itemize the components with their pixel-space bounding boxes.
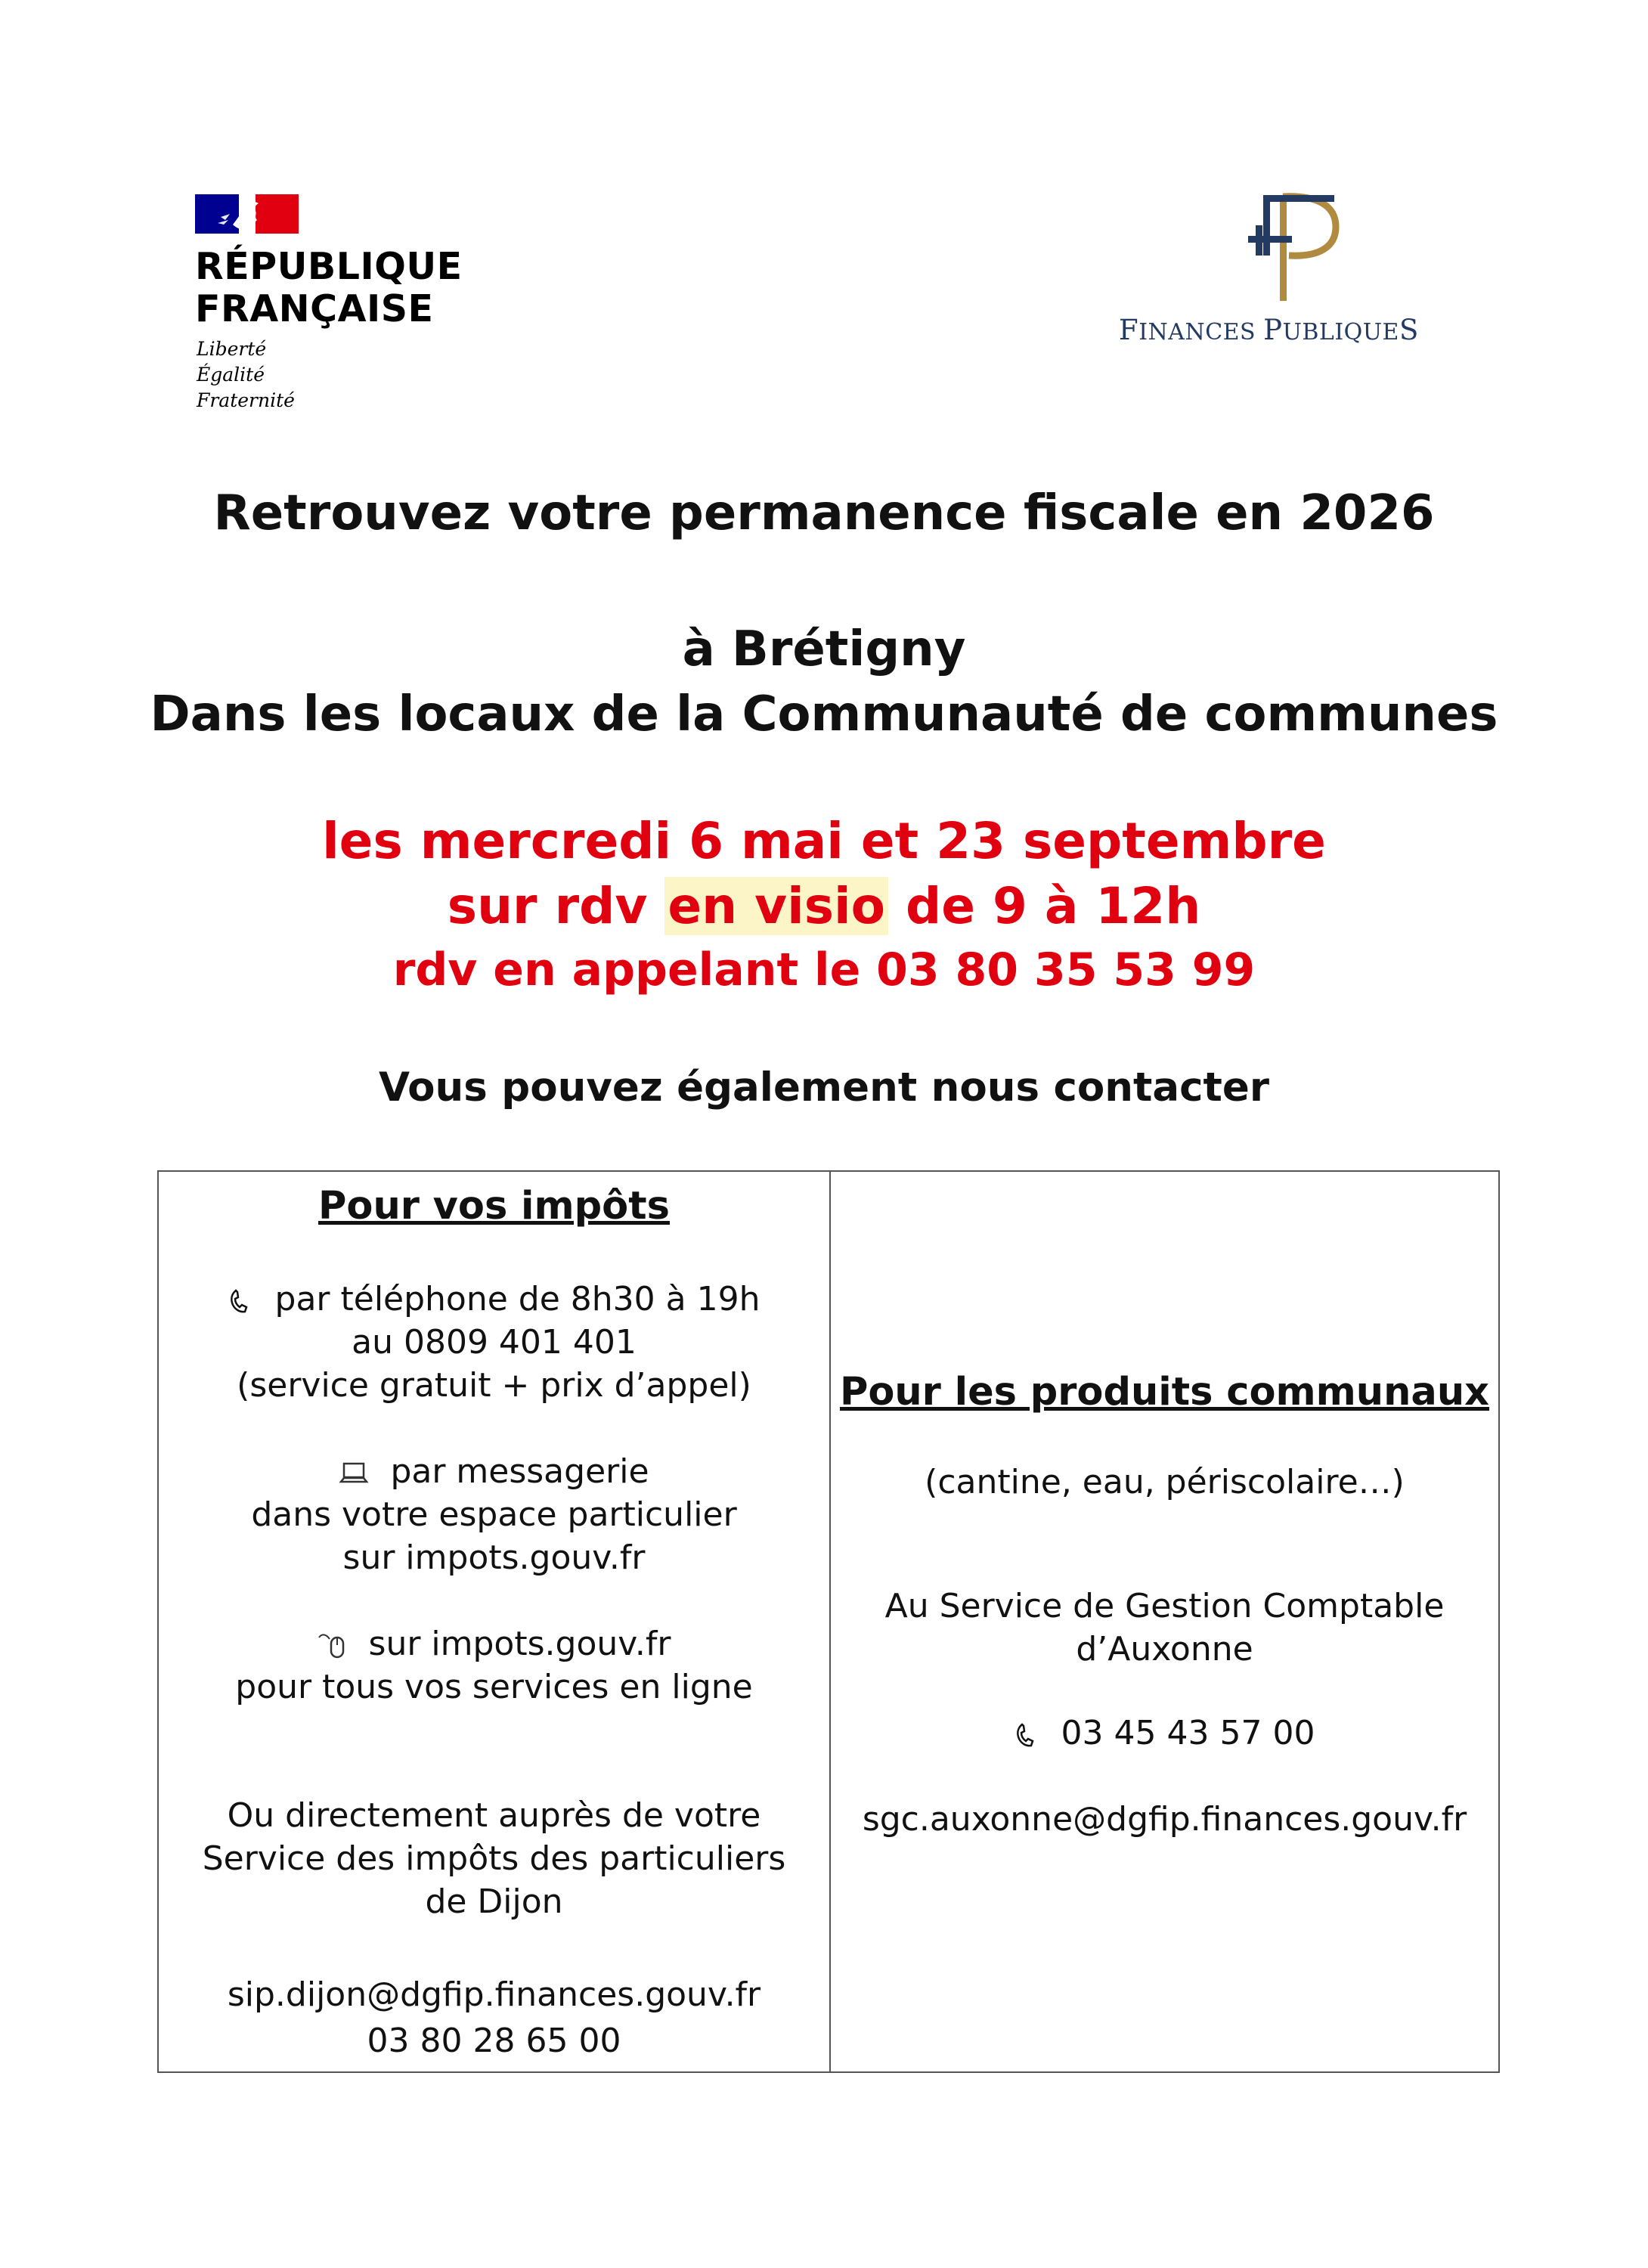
rdv-suffix: de 9 à 12h: [888, 877, 1201, 935]
appointment-phone-line: rdv en appelant le 03 80 35 53 99: [392, 943, 1256, 996]
messaging-site-text: sur impots.gouv.fr: [342, 1538, 646, 1577]
service-name-line-1: Au Service de Gestion Comptable: [884, 1587, 1445, 1625]
premises-line: Dans les locaux de la Communauté de communes: [150, 686, 1498, 742]
service-name-line-2: d’Auxonne: [1076, 1630, 1253, 1668]
rf-motto-egalite: Égalité: [197, 364, 265, 386]
republique-francaise-logo: [195, 194, 467, 414]
phone-icon: [1015, 1722, 1040, 1748]
finances-publiques-wordmark: [1119, 314, 1497, 346]
online-services-text: pour tous vos services en ligne: [235, 1668, 753, 1706]
municipal-products-cell: [831, 1172, 1498, 2071]
contact-intro: Vous pouvez également nous contacter: [379, 1064, 1269, 1111]
rdv-line: [0, 877, 1648, 935]
municipal-subtitle: (cantine, eau, périscolaire…): [925, 1463, 1405, 1501]
municipal-cell-title: Pour les produits communaux: [839, 1370, 1490, 1414]
contact-table: [157, 1170, 1500, 2073]
marianne-flag-icon: [195, 194, 299, 234]
page-title: Retrouvez votre permanence fiscale en 2026: [213, 485, 1435, 541]
mouse-icon: [318, 1631, 348, 1660]
fp-wordmark-part: INANCES: [1138, 319, 1264, 345]
taxes-cell-title: Pour vos impôts: [318, 1184, 670, 1228]
service-phone: 03 45 43 57 00: [1061, 1714, 1315, 1752]
office-phone: 03 80 28 65 00: [367, 2022, 621, 2060]
finances-publiques-monogram-icon: [1242, 189, 1340, 302]
rf-name-line-2: FRANÇAISE: [195, 287, 434, 330]
fp-wordmark-part: S: [1399, 314, 1419, 346]
office-city-text: de Dijon: [425, 1882, 563, 1921]
messaging-text: par messagerie: [390, 1452, 649, 1491]
online-site-text: sur impots.gouv.fr: [368, 1625, 671, 1663]
office-email: sip.dijon@dgfip.finances.gouv.fr: [227, 1975, 761, 2014]
rdv-highlight: en visio: [664, 877, 888, 935]
service-email: sgc.auxonne@dgfip.finances.gouv.fr: [862, 1800, 1467, 1839]
online-contact-line: [159, 1622, 829, 1665]
finances-publiques-logo: [1119, 189, 1497, 363]
phone-hours-text: par téléphone de 8h30 à 19h: [274, 1280, 760, 1318]
rf-motto-liberte: Liberté: [197, 338, 267, 360]
phone-pricing-text: (service gratuit + prix d’appel): [237, 1366, 751, 1405]
rf-name-line-1: RÉPUBLIQUE: [195, 245, 463, 288]
messaging-space-text: dans votre espace particulier: [251, 1495, 737, 1534]
rdv-prefix: sur rdv: [447, 877, 665, 935]
phone-icon: [228, 1288, 254, 1314]
laptop-icon: [339, 1461, 369, 1486]
fp-wordmark-part: UBLIQUE: [1282, 319, 1399, 345]
dates-line: les mercredi 6 mai et 23 septembre: [322, 812, 1326, 870]
office-intro-text: Ou directement auprès de votre: [227, 1796, 761, 1835]
fp-wordmark-part: P: [1263, 314, 1283, 346]
phone-number-text: au 0809 401 401: [352, 1323, 637, 1362]
fp-wordmark-part: F: [1119, 314, 1139, 346]
messaging-contact-line: [159, 1450, 829, 1493]
taxes-cell: [159, 1172, 829, 2071]
phone-contact-line: [159, 1278, 829, 1321]
office-name-text: Service des impôts des particuliers: [202, 1839, 786, 1878]
service-phone-line: [831, 1712, 1498, 1755]
rf-motto-fraternite: Fraternité: [197, 389, 295, 411]
location-line: à Brétigny: [682, 621, 966, 677]
rf-motto: [195, 336, 467, 414]
